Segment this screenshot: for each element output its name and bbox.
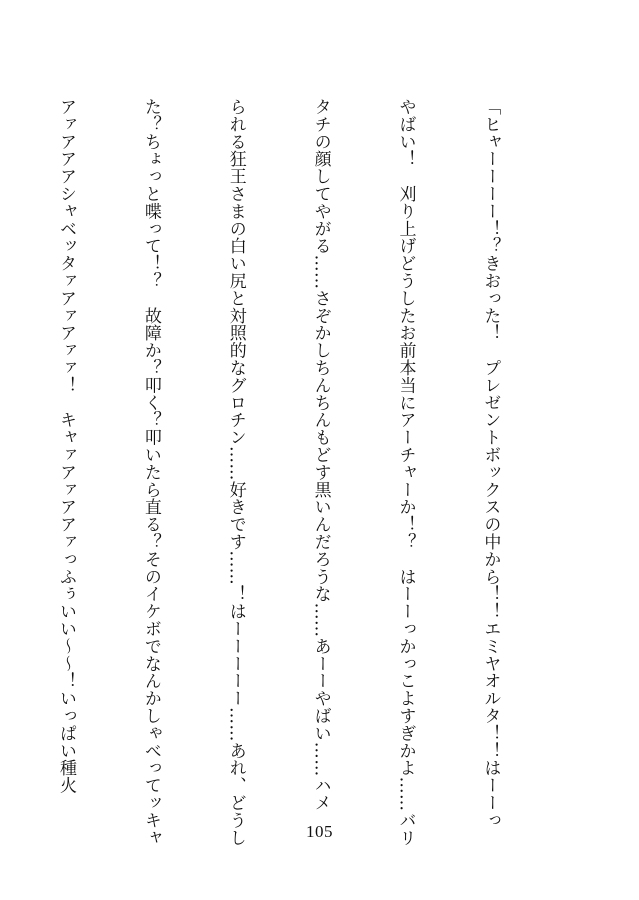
text-line: やばい！ 刈り上げどうしたお前本当にアーチャーか！？ はーーっかっこよすぎかよ……バリ (395, 98, 416, 847)
text-line: た？ちょっと喋って！？ 故障か？叩く？叩いたら直る？そのイケボでなんかしゃべってッキャ (140, 98, 161, 847)
text-line: アァアアアシャベッタァアァアァァ！ キャァアァアアァっふぅいい〜〜！いっぱい種火 (55, 98, 76, 794)
text-line: タチの顔してやがる……さぞかしちんちんもどす黒いんだろうな……あーーやばい……ハメ (310, 98, 331, 812)
page-number: 105 (306, 822, 333, 841)
text-line: られる狂王さまの白い尻と対照的なグロチン……好きです……！はーーーーー……あれ、どうし (225, 98, 246, 847)
text-line: 「ヒャーーーー！？きおった！ プレゼントボックスの中から！！エミヤオルタ！！はーーっ (480, 98, 501, 829)
